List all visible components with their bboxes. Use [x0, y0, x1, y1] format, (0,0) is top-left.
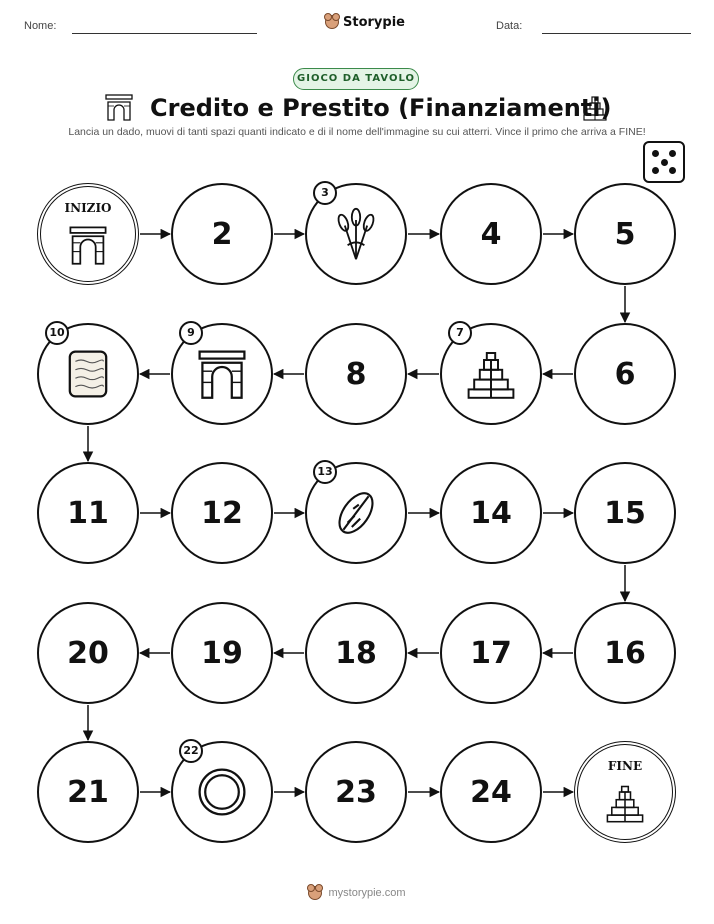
space-label: FINE	[607, 759, 643, 773]
board-space	[171, 602, 273, 704]
space-number-badge: 7	[448, 321, 472, 345]
space-number: 11	[67, 495, 109, 531]
space-number: 12	[201, 495, 243, 531]
space-number-badge: 13	[313, 460, 337, 484]
coin-icon	[194, 764, 250, 820]
board-space	[440, 462, 542, 564]
space-number: 15	[604, 495, 646, 531]
name-label: Nome:	[24, 20, 57, 32]
space-number: 2	[211, 216, 233, 252]
date-label: Data:	[496, 20, 523, 32]
instructions: Lancia un dado, muovi di tanti spazi quanti indicato e di il nome dell'immagine su cui atterri. Vince il primo che arriva a FINE!	[68, 126, 646, 138]
space-label: INIZIO	[64, 201, 112, 215]
space-number: 24	[470, 774, 512, 810]
board-space	[37, 602, 139, 704]
arch-icon	[194, 346, 250, 402]
board-space	[574, 602, 676, 704]
space-number: 14	[470, 495, 512, 531]
pyramid-icon	[603, 781, 647, 825]
space-number: 18	[335, 635, 377, 671]
space-number: 17	[470, 635, 512, 671]
page-title: Credito e Prestito (Finanziamenti)	[150, 94, 612, 122]
game-type-badge: GIOCO DA TAVOLO	[293, 68, 419, 90]
board-space	[305, 323, 407, 425]
space-number: 4	[480, 216, 502, 252]
board-space	[171, 323, 273, 425]
board-space	[440, 741, 542, 843]
start-space	[37, 183, 139, 285]
board-space	[305, 602, 407, 704]
board-space	[440, 323, 542, 425]
space-number: 5	[614, 216, 636, 252]
board-space	[37, 323, 139, 425]
wheat-icon	[328, 206, 384, 262]
board-space	[37, 741, 139, 843]
board-space	[574, 323, 676, 425]
board-space	[171, 462, 273, 564]
board-space	[171, 183, 273, 285]
arch-icon	[66, 223, 110, 267]
space-number-badge: 22	[179, 739, 203, 763]
board-space	[305, 462, 407, 564]
space-number-badge: 10	[45, 321, 69, 345]
finish-space	[574, 741, 676, 843]
footer-url: mystorypie.com	[328, 887, 406, 899]
space-number-badge: 9	[179, 321, 203, 345]
space-number: 21	[67, 774, 109, 810]
space-number: 23	[335, 774, 377, 810]
board-space	[574, 462, 676, 564]
space-number: 6	[614, 356, 636, 392]
board-space	[37, 462, 139, 564]
brand-name: Storypie	[343, 14, 405, 30]
bear-logo-icon	[308, 886, 322, 900]
board-space	[574, 183, 676, 285]
board-space	[440, 183, 542, 285]
pyramid-icon	[463, 346, 519, 402]
space-number-badge: 3	[313, 181, 337, 205]
space-number: 16	[604, 635, 646, 671]
board-space	[440, 602, 542, 704]
clay-tablet-icon	[60, 346, 116, 402]
board-space	[305, 183, 407, 285]
space-number: 20	[67, 635, 109, 671]
board-space	[305, 741, 407, 843]
board-space	[171, 741, 273, 843]
cocoa-bean-icon	[328, 485, 384, 541]
space-number: 8	[345, 356, 367, 392]
space-number: 19	[201, 635, 243, 671]
footer	[0, 886, 714, 900]
